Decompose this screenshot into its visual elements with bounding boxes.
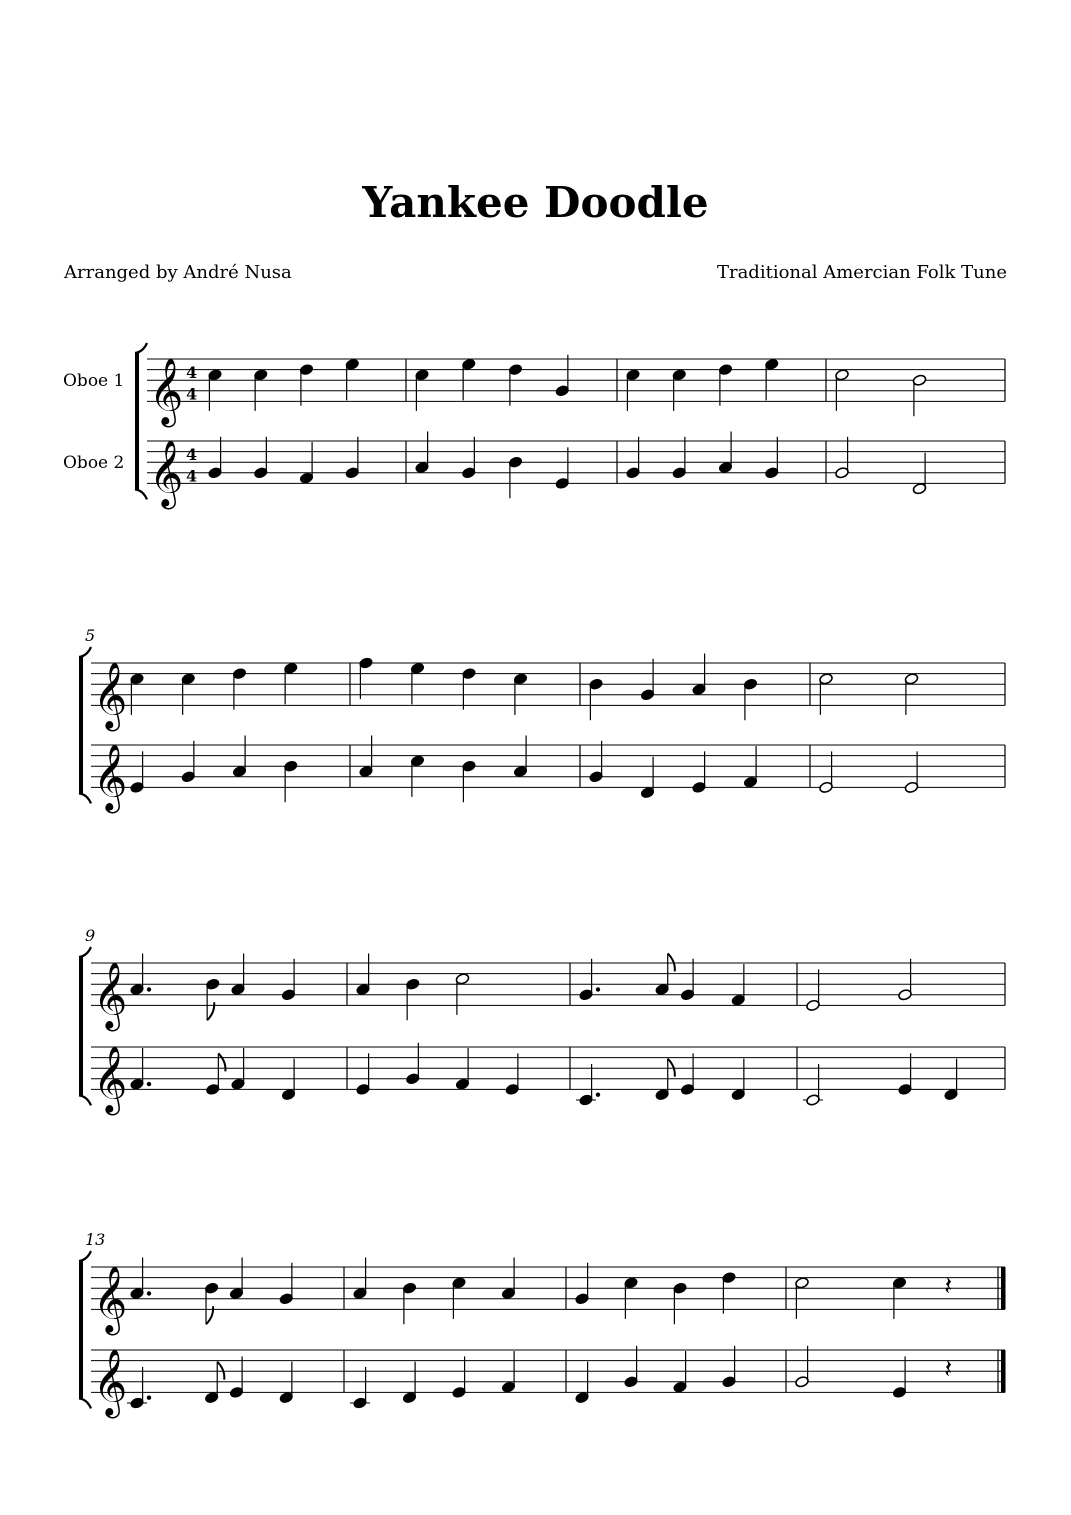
composer-credit: Traditional Amercian Folk Tune [716,262,1007,283]
instrument-label: Oboe 2 [63,453,125,474]
bracket-cap [135,489,147,499]
augmentation-dot [147,1291,151,1295]
bracket-cap [79,947,91,957]
system-bracket [79,657,83,793]
treble-clef-icon: 𝄞 [93,1347,128,1416]
note-flag [668,1059,675,1077]
measure-number: 13 [85,1230,106,1249]
time-signature-denominator: 4 [186,466,198,486]
bracket-cap [79,1251,91,1261]
treble-clef-icon: 𝄞 [93,960,128,1029]
treble-clef-icon: 𝄞 [93,660,128,729]
system-bracket [79,957,83,1095]
treble-clef-icon: 𝄞 [93,742,128,811]
augmentation-dot [147,1082,151,1086]
bracket-cap [79,1398,91,1408]
augmentation-dot [596,987,600,991]
score-title: Yankee Doodle [362,178,709,227]
treble-clef-icon: 𝄞 [93,1044,128,1113]
bracket-cap [79,647,91,657]
augmentation-dot [596,1093,600,1097]
system-bracket [79,1261,83,1398]
final-barline-thick [1001,1267,1006,1309]
measure-number: 9 [85,926,96,945]
time-signature-numerator: 4 [186,363,198,383]
augmentation-dot [147,987,151,991]
bracket-cap [79,1095,91,1105]
note-flag [668,953,675,971]
bracket-cap [79,793,91,803]
treble-clef-icon: 𝄞 [149,438,184,507]
system-bracket [135,353,139,489]
quarter-rest: 𝄽 [944,1271,953,1302]
augmentation-dot [147,1396,151,1400]
time-signature-denominator: 4 [186,384,198,404]
bracket-cap [135,343,147,353]
instrument-label: Oboe 1 [63,371,125,392]
arranger-credit: Arranged by André Nusa [64,262,292,283]
quarter-rest: 𝄽 [944,1354,953,1385]
final-barline-thick [1001,1350,1006,1392]
treble-clef-icon: 𝄞 [93,1264,128,1333]
treble-clef-icon: 𝄞 [149,356,184,425]
time-signature-numerator: 4 [186,445,198,465]
measure-number: 5 [85,626,96,645]
note-flag [217,1362,224,1380]
